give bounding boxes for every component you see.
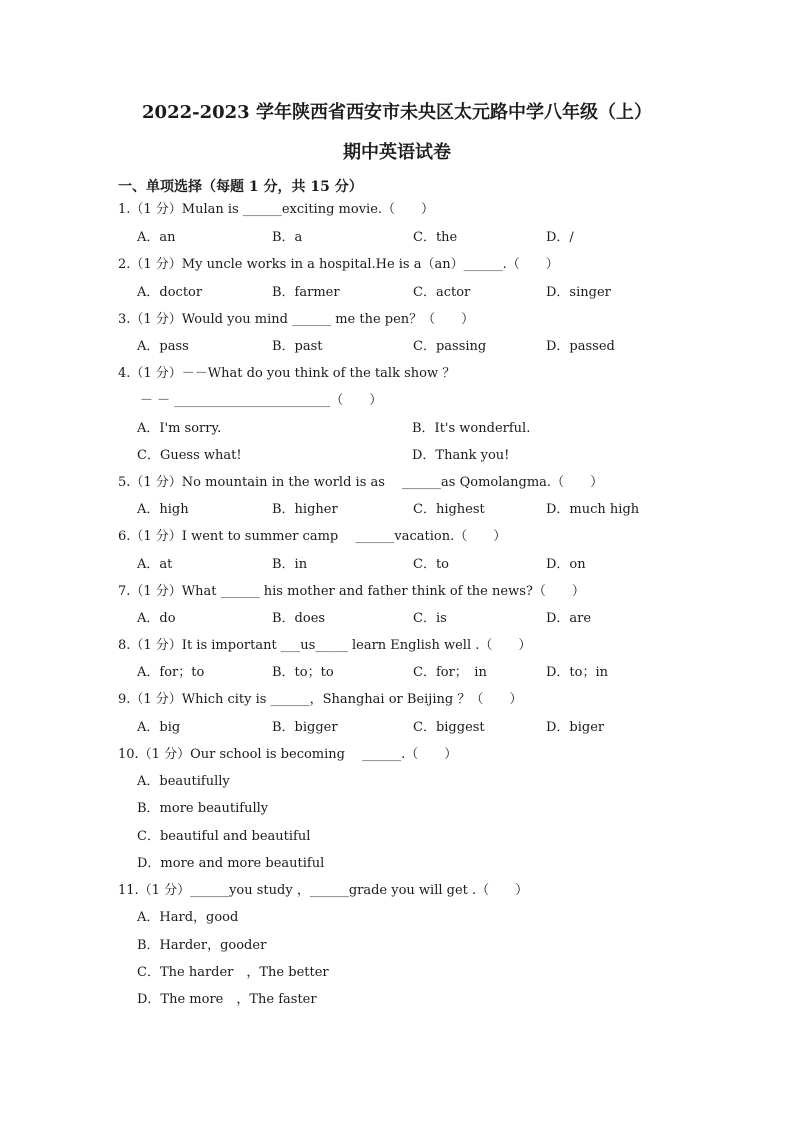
question-11-stem: 11.（1 分）______you study ，______grade you will get .（ ） (118, 883, 529, 898)
question-1-stem: 1.（1 分）Mulan is ______exciting movie.（ ） (118, 202, 435, 217)
q7-option-b[interactable]: B．does (272, 611, 326, 626)
question-2-stem: 2.（1 分）My uncle works in a hospital.He is a（an）______.（ ） (118, 257, 559, 272)
q9-option-a[interactable]: A．big (137, 720, 181, 735)
q3-option-c[interactable]: C．passing (413, 339, 487, 354)
page-title: 2022-2023 学年陕西省西安市未央区太元路中学八年级（上） (142, 102, 652, 123)
q5-option-c[interactable]: C．highest (413, 502, 485, 517)
q10-option-b[interactable]: B．more beautifully (137, 801, 269, 816)
q10-option-d[interactable]: D．more and more beautiful (137, 856, 325, 871)
q1-option-d[interactable]: D．/ (546, 230, 574, 245)
q11-option-c[interactable]: C．The harder ，The better (137, 965, 329, 980)
q1-option-b[interactable]: B．a (272, 230, 303, 245)
question-9-stem: 9.（1 分）Which city is ______，Shanghai or Beijing ？（ ） (118, 692, 523, 707)
q5-option-d[interactable]: D．much high (546, 502, 640, 517)
q4-option-a[interactable]: A．I'm sorry. (137, 421, 222, 436)
page-subtitle: 期中英语试卷 (343, 142, 451, 163)
q7-option-d[interactable]: D．are (546, 611, 592, 626)
section-heading: 一、单项选择（每题 1 分，共 15 分） (118, 179, 363, 195)
q9-option-b[interactable]: B．bigger (272, 720, 338, 735)
q2-option-b[interactable]: B．farmer (272, 285, 340, 300)
question-4-stem: 4.（1 分）－－What do you think of the talk show ？ (118, 366, 456, 381)
question-3-stem: 3.（1 分）Would you mind ______ me the pen？（ ） (118, 312, 475, 327)
q1-option-a[interactable]: A．an (137, 230, 176, 245)
q11-option-d[interactable]: D．The more ，The faster (137, 992, 317, 1007)
q8-option-d[interactable]: D．to；in (546, 665, 609, 680)
question-10-stem: 10.（1 分）Our school is becoming ______.（ ） (118, 747, 458, 762)
question-7-stem: 7.（1 分）What ______ his mother and father think of the news?（ ） (118, 584, 585, 599)
q4-option-d[interactable]: D．Thank you! (412, 448, 510, 463)
q3-option-a[interactable]: A．pass (137, 339, 189, 354)
q11-option-b[interactable]: B．Harder，gooder (137, 938, 267, 953)
q10-option-c[interactable]: C．beautiful and beautiful (137, 829, 311, 844)
q11-option-a[interactable]: A．Hard，good (137, 910, 239, 925)
q4-option-c[interactable]: C．Guess what! (137, 448, 242, 463)
q6-option-b[interactable]: B．in (272, 557, 308, 572)
q9-option-c[interactable]: C．biggest (413, 720, 485, 735)
question-8-stem: 8.（1 分）It is important ___us_____ learn English well .（ ） (118, 638, 532, 653)
q2-option-d[interactable]: D．singer (546, 285, 611, 300)
q3-option-d[interactable]: D．passed (546, 339, 615, 354)
q8-option-a[interactable]: A．for；to (137, 665, 205, 680)
q9-option-d[interactable]: D．biger (546, 720, 605, 735)
question-6-stem: 6.（1 分）I went to summer camp ______vacation.（ ） (118, 529, 507, 544)
q6-option-c[interactable]: C．to (413, 557, 449, 572)
q10-option-a[interactable]: A．beautifully (137, 774, 230, 789)
q1-option-c[interactable]: C．the (413, 230, 458, 245)
q3-option-b[interactable]: B．past (272, 339, 323, 354)
q7-option-a[interactable]: A．do (137, 611, 176, 626)
q5-option-b[interactable]: B．higher (272, 502, 338, 517)
q2-option-c[interactable]: C．actor (413, 285, 471, 300)
q2-option-a[interactable]: A．doctor (137, 285, 203, 300)
q7-option-c[interactable]: C．is (413, 611, 447, 626)
q6-option-a[interactable]: A．at (137, 557, 173, 572)
q8-option-b[interactable]: B．to；to (272, 665, 334, 680)
q6-option-d[interactable]: D．on (546, 557, 586, 572)
q5-option-a[interactable]: A．high (137, 502, 189, 517)
q8-option-c[interactable]: C．for； in (413, 665, 487, 680)
q4-option-b[interactable]: B．It's wonderful. (412, 421, 531, 436)
question-5-stem: 5.（1 分）No mountain in the world is as ______as Qomolangma.（ ） (118, 475, 604, 490)
question-4-reply-line: － － ________________________（ ） (140, 393, 383, 408)
